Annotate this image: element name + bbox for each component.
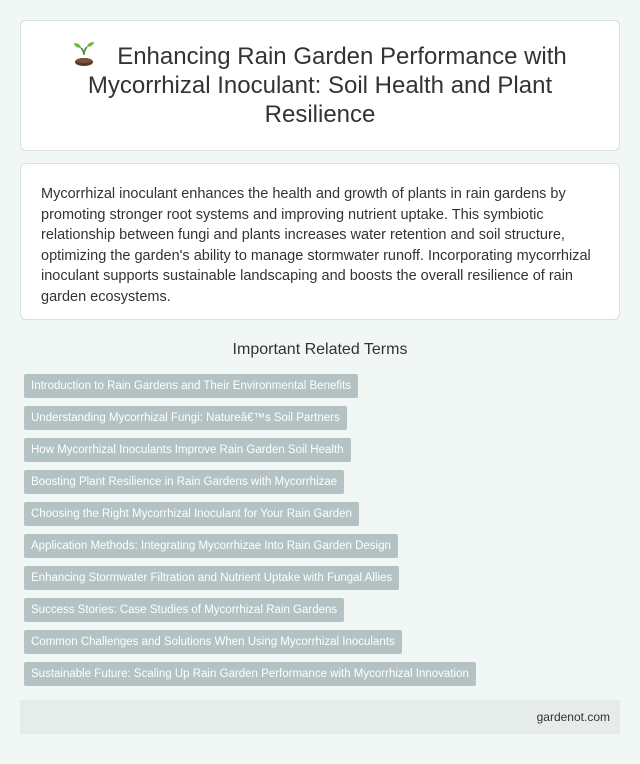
related-term-link[interactable]: How Mycorrhizal Inoculants Improve Rain Garden Soil Health <box>24 438 351 462</box>
footer-site-name: gardenot.com <box>536 710 610 724</box>
title-card <box>20 20 620 151</box>
related-term-link[interactable]: Sustainable Future: Scaling Up Rain Garden Performance with Mycorrhizal Innovation <box>24 662 476 686</box>
description-card <box>20 163 620 320</box>
related-term-link[interactable]: Boosting Plant Resilience in Rain Gardens with Mycorrhizae <box>24 470 344 494</box>
footer <box>20 700 620 734</box>
related-term-link[interactable]: Enhancing Stormwater Filtration and Nutrient Uptake with Fungal Allies <box>24 566 399 590</box>
related-term-link[interactable]: Application Methods: Integrating Mycorrhizae Into Rain Garden Design <box>24 534 398 558</box>
sprout-icon <box>73 42 95 66</box>
related-term-link[interactable]: Introduction to Rain Gardens and Their Environmental Benefits <box>24 374 358 398</box>
page-title <box>61 42 579 129</box>
related-terms-heading: Important Related Terms <box>232 341 408 358</box>
description-text: Mycorrhizal inoculant enhances the health and growth of plants in rain gardens by promoting stronger root systems and improving nutrient uptake. This symbiotic relationship between fungi and plants increases water retention and soil structure, optimizing the garden's ability to manage stormwater runoff. Incorporating mycorrhizal inoculant supports sustainable landscaping and boosts the overall resilience of rain garden ecosystems. <box>41 186 591 305</box>
related-term-link[interactable]: Understanding Mycorrhizal Fungi: Natureâ€™s Soil Partners <box>24 406 347 430</box>
page-title-text: Enhancing Rain Garden Performance with Mycorrhizal Inoculant: Soil Health and Plant Resilience <box>87 43 567 128</box>
related-term-link[interactable]: Success Stories: Case Studies of Mycorrhizal Rain Gardens <box>24 598 344 622</box>
related-term-link[interactable]: Common Challenges and Solutions When Using Mycorrhizal Inoculants <box>24 630 402 654</box>
related-terms-list <box>24 374 616 694</box>
related-term-link[interactable]: Choosing the Right Mycorrhizal Inoculant for Your Rain Garden <box>24 502 359 526</box>
